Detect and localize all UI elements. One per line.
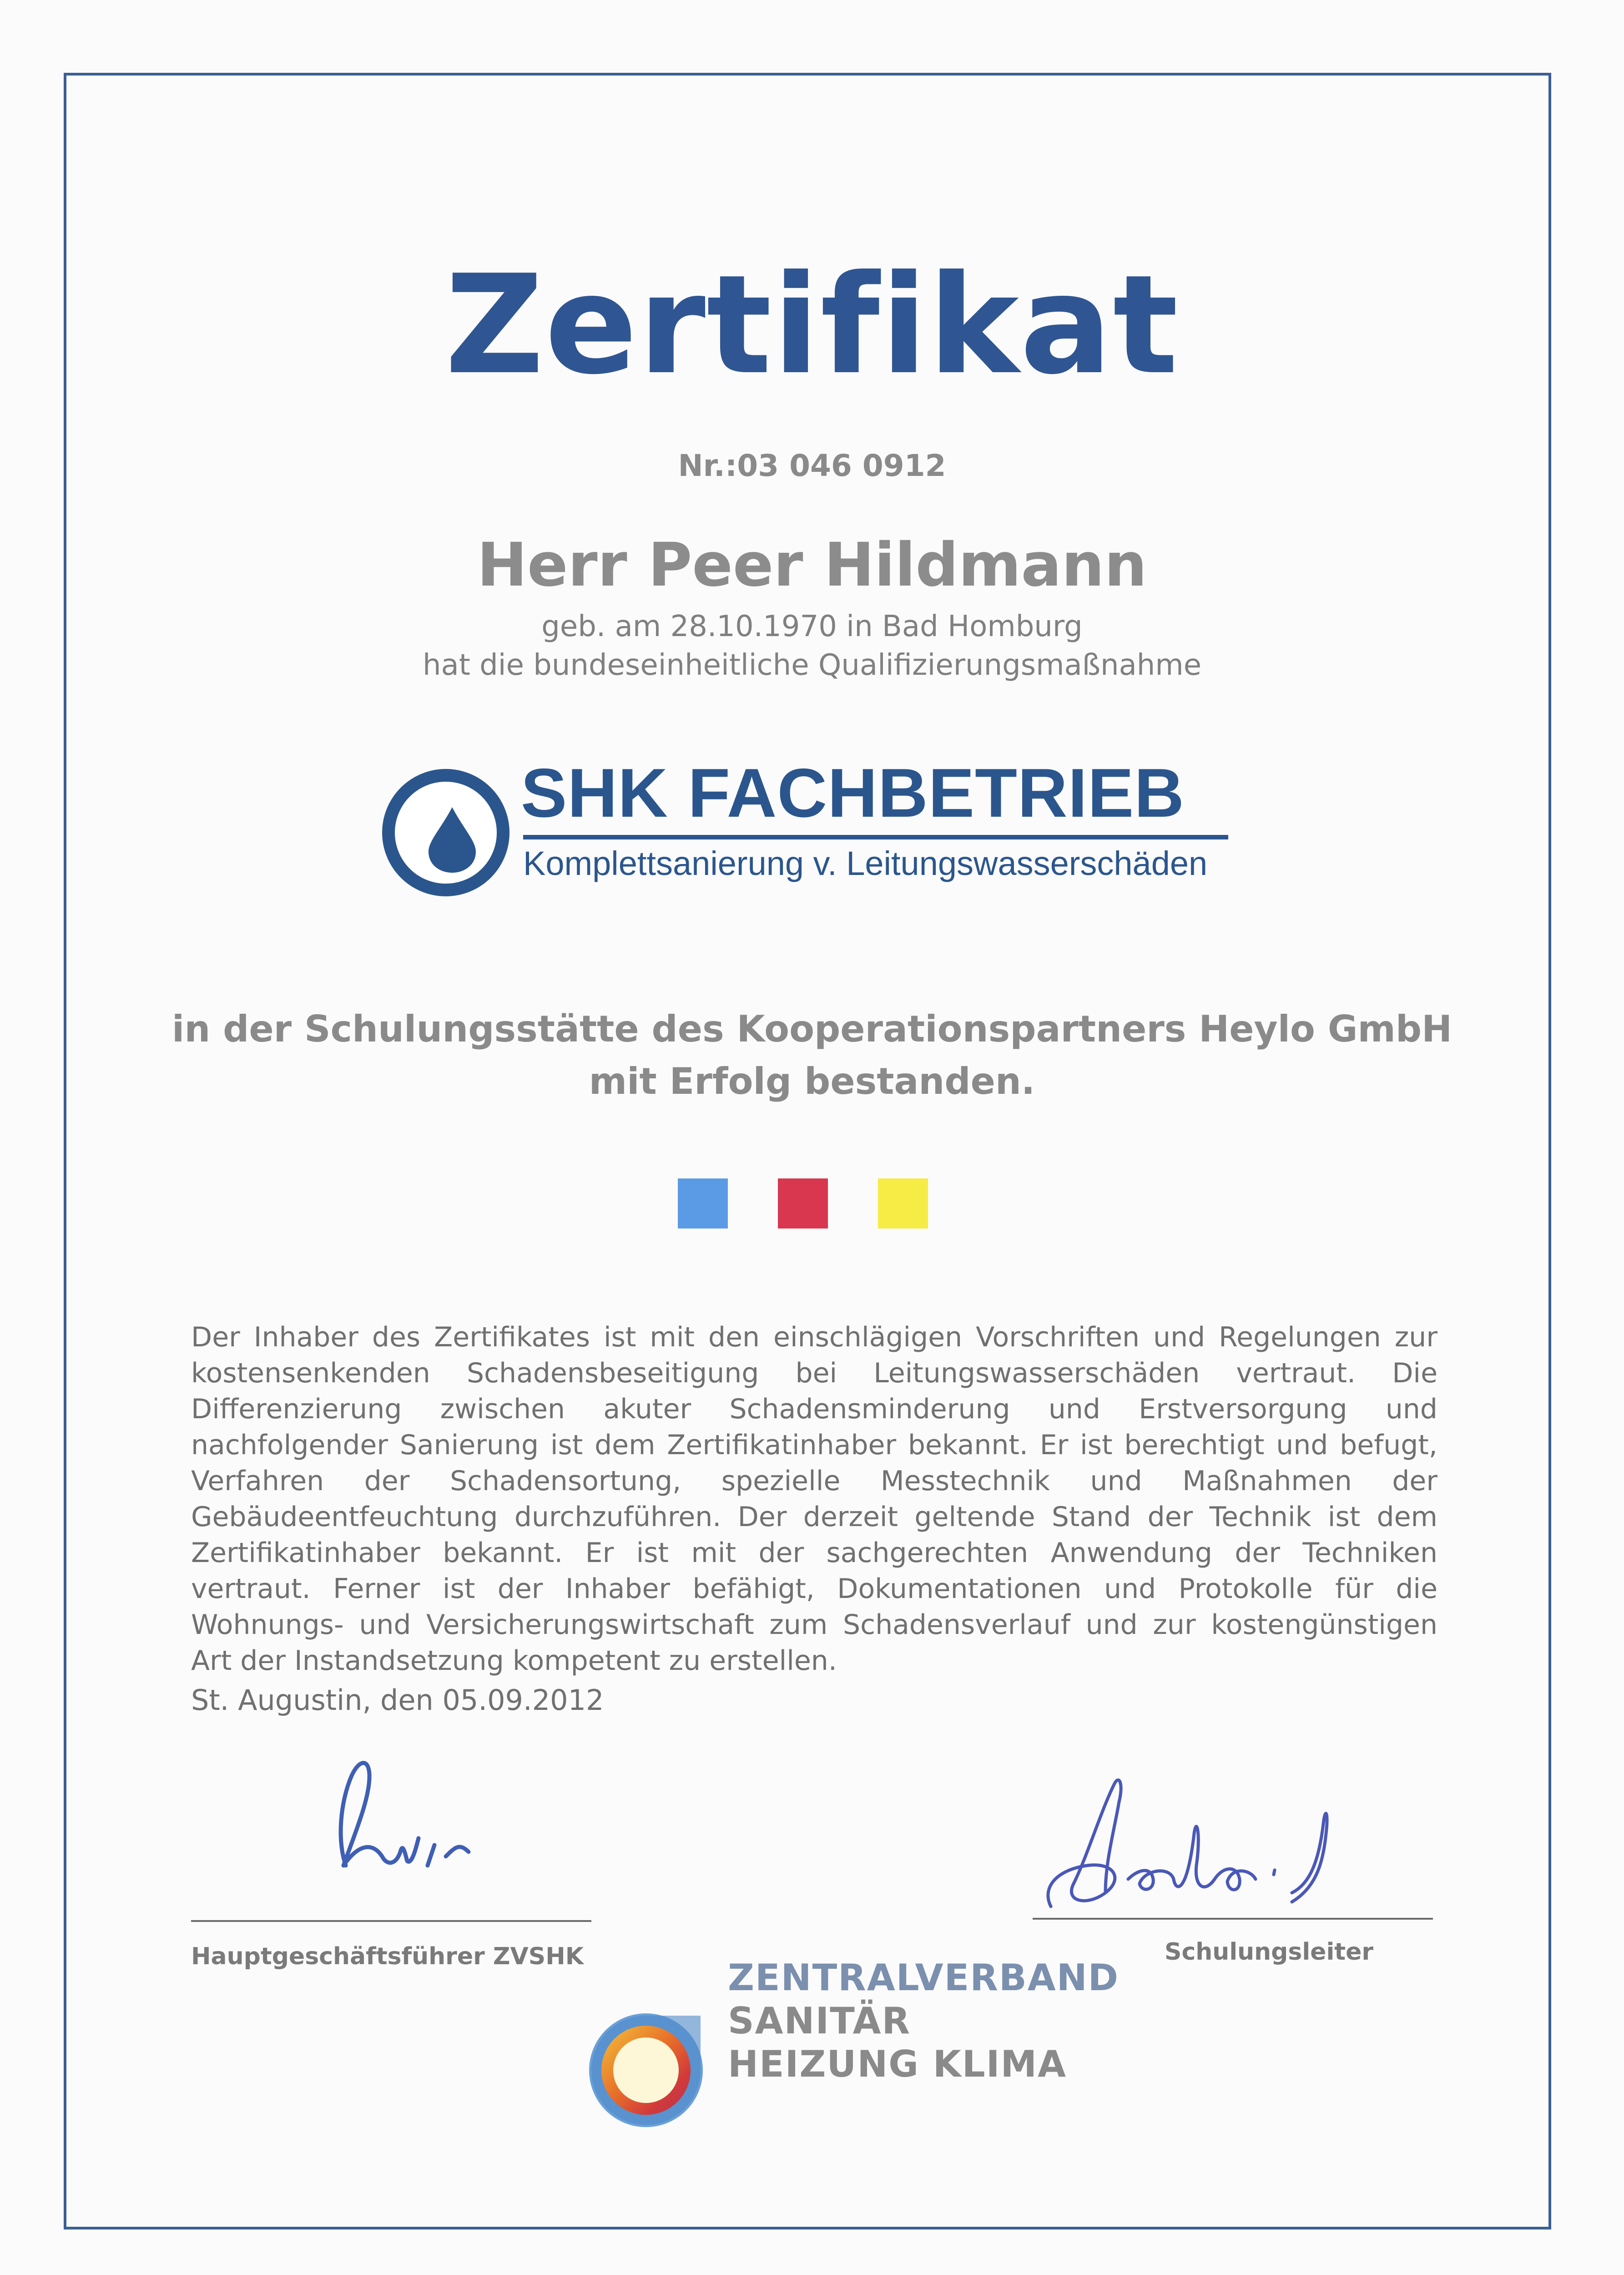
role-left: Hauptgeschäftsführer ZVSHK bbox=[191, 1943, 584, 1970]
shk-subtitle: Komplettsanierung v. Leitungswasserschäden bbox=[523, 844, 1208, 882]
zvshk-logo bbox=[587, 1956, 1120, 2129]
red-square bbox=[778, 1178, 828, 1228]
signature-line-right bbox=[1033, 1918, 1433, 1920]
passed-line-1: in der Schulungsstätte des Kooperationspartners Heylo GmbH bbox=[171, 1008, 1453, 1050]
zvshk-circle-icon bbox=[587, 2011, 705, 2129]
blue-square bbox=[678, 1178, 728, 1228]
zvshk-line-1: ZENTRALVERBAND bbox=[728, 1956, 1120, 1999]
signature-line-left bbox=[191, 1920, 591, 1922]
shk-fachbetrieb-logo bbox=[382, 754, 1228, 896]
signature-right bbox=[1037, 1756, 1356, 1929]
water-drop-icon bbox=[423, 805, 481, 874]
measure-line: hat die bundeseinheitliche Qualifizierungsmaßnahme bbox=[422, 648, 1202, 682]
certificate-body-text: Der Inhaber des Zertifikates ist mit den einschlägigen Vorschriften und Regelungen zur kostensenkenden Schadensbeseitigung bei Leitungswasserschäden vertraut. Die Differenzierung zwischen akuter Schadensminderung und Erstversorgung und nachfolgender Sanierung ist dem Zertifikatinhaber bekannt. Er ist berechtigt und befugt, Verfahren der Schadensortung, spezielle Messtechnik und Maßnahmen der Gebäudeentfeuchtung durchzuführen. Der derzeit geltende Stand der Technik ist dem Zertifikatinhaber bekannt. Er ist mit der sachgerechten Anwendung der Techniken vertraut. Ferner ist der Inhaber befähigt, Dokumentationen und Protokolle für die Wohnungs- und Versicherungswirtschaft zum Schadensverlauf und zur kostengünstigen Art der Instandsetzung kompetent zu erstellen. bbox=[191, 1321, 1437, 1677]
signature-left bbox=[318, 1729, 509, 1911]
shk-ring-icon bbox=[382, 769, 509, 896]
zvshk-line-3: HEIZUNG KLIMA bbox=[728, 2043, 1067, 2085]
yellow-square bbox=[878, 1178, 928, 1228]
shk-divider bbox=[523, 835, 1228, 839]
place-date: St. Augustin, den 05.09.2012 bbox=[191, 1684, 604, 1717]
certificate-title: Zertifikat bbox=[445, 246, 1179, 404]
shk-title: SHK FACHBETRIEB bbox=[521, 754, 1185, 832]
birth-line: geb. am 28.10.1970 in Bad Homburg bbox=[541, 610, 1083, 643]
role-right: Schulungsleiter bbox=[1165, 1938, 1374, 1966]
zvshk-line-2: SANITÄR bbox=[728, 2000, 911, 2042]
color-squares bbox=[678, 1178, 933, 1233]
certificate-number: Nr.:03 046 0912 bbox=[678, 448, 946, 483]
passed-line-2: mit Erfolg bestanden. bbox=[589, 1060, 1035, 1102]
holder-name: Herr Peer Hildmann bbox=[477, 530, 1147, 600]
